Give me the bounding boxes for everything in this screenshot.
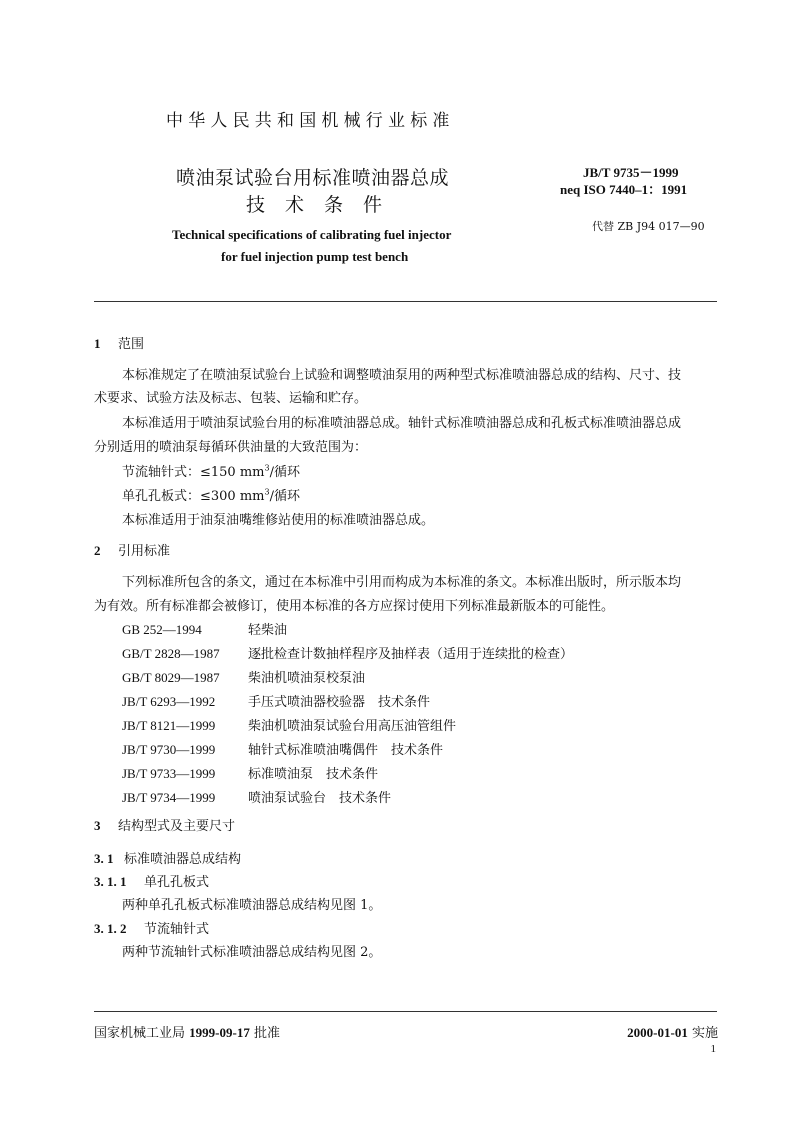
reference-title: 喷油泵试验台 技术条件 (248, 791, 392, 806)
reference-code: JB/T 9730—1999 (122, 742, 216, 757)
section-1-heading (94, 333, 144, 352)
range-orifice (122, 485, 300, 504)
reference-item (122, 667, 365, 686)
implementation-info (627, 1022, 718, 1041)
subsection-number: 3. 1 (94, 851, 114, 866)
paragraph-line: 下列标准所包含的条文，通过在本标准中引用而构成为本标准的条文。本标准出版时，所示版本均 (122, 575, 682, 590)
range-unit: /循环 (269, 489, 300, 504)
reference-code: GB/T 2828—1987 (122, 646, 220, 661)
implementation-date: 2000-01-01 (627, 1025, 688, 1040)
reference-title: 柴油机喷油泵试验台用高压油管组件 (248, 719, 457, 734)
section-2-heading (94, 540, 170, 559)
paragraph-line: 术要求、试验方法及标志、包装、运输和贮存。 (94, 391, 368, 406)
section-number: 3 (94, 818, 101, 833)
section-number: 1 (94, 336, 101, 351)
section-title: 结构型式及主要尺寸 (118, 819, 236, 834)
footer-divider (94, 1011, 717, 1012)
subsection-title: 节流轴针式 (144, 922, 210, 937)
reference-code: JB/T 9733—1999 (122, 766, 216, 781)
document-title-en: Technical specifications of calibrating fuel injector (172, 227, 452, 242)
section-number: 2 (94, 543, 101, 558)
issuing-body-heading: 中华人民共和国机械行业标准 (166, 111, 455, 131)
range-unit: /循环 (269, 465, 300, 480)
issuer: 国家机械工业局 (94, 1026, 186, 1041)
superscript: 3 (264, 487, 270, 497)
subsection-3-1-1-heading (94, 871, 209, 890)
reference-code: JB/T 9734—1999 (122, 790, 216, 805)
reference-code: JB/T 6293—1992 (122, 694, 216, 709)
paragraph-line: 为有效。所有标准都会被修订，使用本标准的各方应探讨使用下列标准最新版本的可能性。 (94, 599, 615, 614)
paragraph-line: 两种节流轴针式标准喷油器总成结构见图 2。 (122, 945, 382, 960)
reference-title: 逐批检查计数抽样程序及抽样表（适用于连续批的检查） (248, 647, 574, 662)
reference-title: 轴针式标准喷油嘴偶件 技术条件 (248, 743, 444, 758)
range-pintle (122, 461, 300, 480)
reference-title: 手压式喷油器校验器 技术条件 (248, 695, 431, 710)
reference-item (122, 763, 378, 782)
approval-info (94, 1022, 280, 1041)
range-label: 单孔孔板式：≤300 mm (122, 489, 265, 504)
issue-label: 批准 (253, 1026, 280, 1041)
reference-title: 轻柴油 (248, 623, 288, 638)
document-title-cn-line2: 技术条件 (246, 194, 403, 216)
document-title-cn: 喷油泵试验台用标准喷油器总成 (176, 167, 450, 189)
range-label: 节流轴针式：≤150 mm (122, 465, 265, 480)
subsection-3-1-2-heading (94, 918, 209, 937)
subsection-title: 标准喷油器总成结构 (124, 852, 242, 867)
paragraph-line: 两种单孔孔板式标准喷油器总成结构见图 1。 (122, 898, 382, 913)
paragraph-line: 本标准适用于喷油泵试验台用的标准喷油器总成。轴针式标准喷油器总成和孔板式标准喷油器总成 (122, 416, 682, 431)
issue-date: 1999-09-17 (189, 1025, 250, 1040)
section-3-heading (94, 815, 235, 834)
reference-item (122, 787, 391, 806)
reference-code: JB/T 8121—1999 (122, 718, 216, 733)
reference-item (122, 691, 430, 710)
subsection-3-1-heading (94, 848, 241, 867)
paragraph-line: 本标准适用于油泵油嘴维修站使用的标准喷油器总成。 (122, 513, 435, 528)
section-title: 范围 (118, 337, 145, 352)
reference-item (122, 715, 456, 734)
section-title: 引用标准 (118, 544, 171, 559)
equivalent-standard: neq ISO 7440–1：1991 (560, 182, 688, 197)
subsection-number: 3. 1. 2 (94, 921, 127, 936)
reference-item (122, 739, 443, 758)
reference-title: 柴油机喷油泵校泵油 (248, 671, 366, 686)
reference-code: GB/T 8029—1987 (122, 670, 220, 685)
header-divider (94, 301, 717, 302)
subsection-title: 单孔孔板式 (144, 875, 210, 890)
standard-number: JB/T 9735－1999 (583, 165, 679, 180)
paragraph-line: 本标准规定了在喷油泵试验台上试验和调整喷油泵用的两种型式标准喷油器总成的结构、尺寸、技 (122, 368, 682, 383)
implementation-label: 实施 (691, 1026, 718, 1041)
reference-item (122, 643, 573, 662)
superscript: 3 (264, 463, 270, 473)
subsection-number: 3. 1. 1 (94, 874, 127, 889)
page-number: 1 (710, 1043, 716, 1055)
replaces-standard: 代替 ZB J94 017—90 (592, 220, 705, 233)
reference-item (122, 619, 287, 638)
reference-title: 标准喷油泵 技术条件 (248, 767, 379, 782)
reference-code: GB 252—1994 (122, 622, 202, 637)
paragraph-line: 分别适用的喷油泵每循环供油量的大致范围为： (94, 440, 368, 455)
document-title-en-line2: for fuel injection pump test bench (221, 249, 409, 264)
